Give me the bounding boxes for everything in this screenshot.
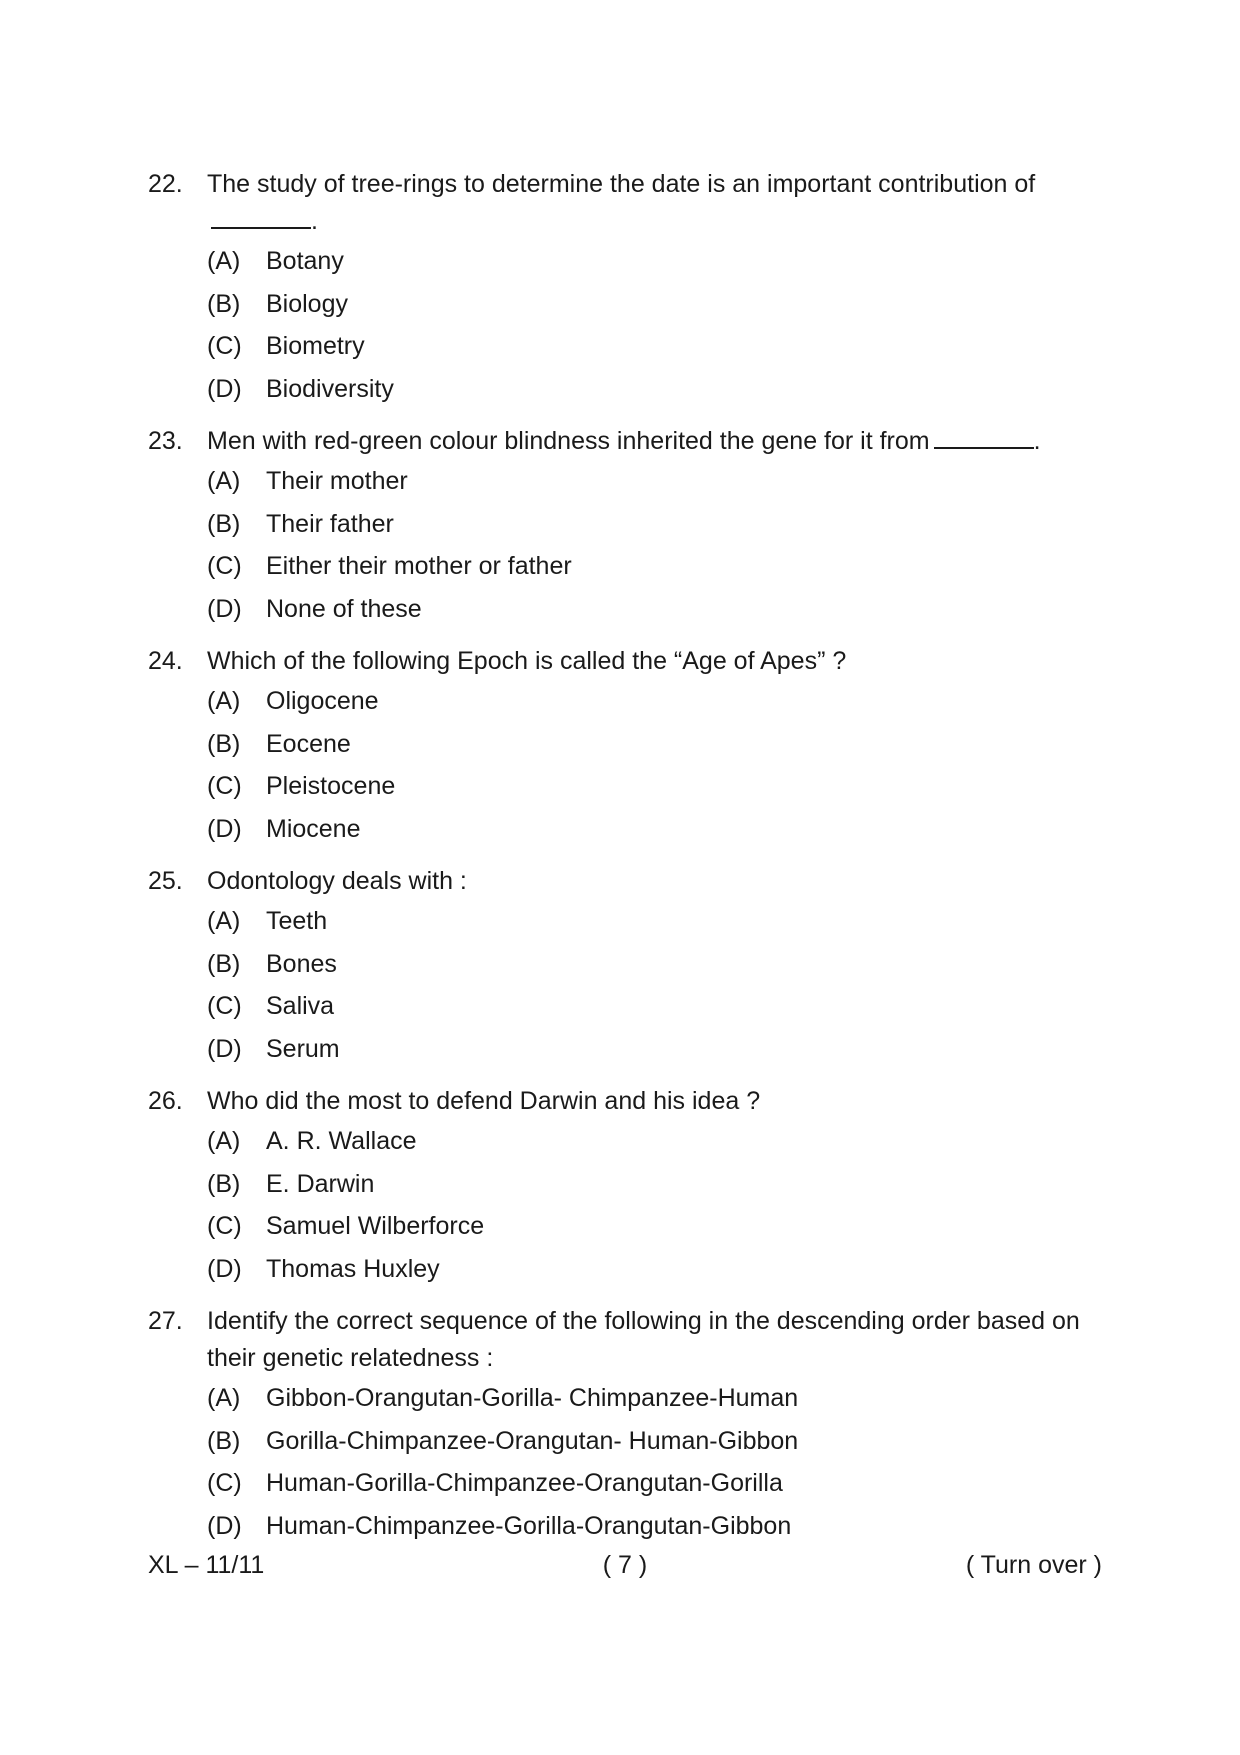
question-text: Which of the following Epoch is called the “Age of Apes” ? xyxy=(207,647,847,675)
question-text: Identify the correct sequence of the following in the descending order based on their genetic relatedness : xyxy=(207,1307,1080,1372)
turn-over-note: ( Turn over ) xyxy=(965,1551,1102,1579)
option-a: (A) Their mother xyxy=(207,467,408,495)
option-d: (D) Biodiversity xyxy=(207,374,394,403)
option-b: (B) Eocene xyxy=(207,729,351,758)
option-b: (B) Their father xyxy=(207,509,394,538)
option-b: (B) Biology xyxy=(207,289,348,318)
option-d: (D) None of these xyxy=(207,594,422,623)
question-text: Men with red-green colour blindness inherited the gene for it from . xyxy=(207,427,1041,455)
option-list xyxy=(148,1120,1102,1290)
option-d: (D) Thomas Huxley xyxy=(207,1254,440,1283)
option-list xyxy=(148,460,1102,630)
option-c: (C) Samuel Wilberforce xyxy=(207,1212,485,1240)
option-list xyxy=(148,900,1102,1070)
option-a: (A) Teeth xyxy=(207,907,328,935)
answer-blank xyxy=(934,427,1034,449)
question-text: The study of tree-rings to determine the date is an important contribution of. xyxy=(207,170,1036,235)
page-number: ( 7 ) xyxy=(602,1551,648,1579)
option-c: (C) Human-Gorilla-Chimpanzee-Orangutan-Gorilla xyxy=(207,1469,783,1497)
question-26 xyxy=(148,1083,1102,1290)
question-22 xyxy=(148,166,1102,410)
answer-blank xyxy=(211,207,311,229)
question-text: Odontology deals with : xyxy=(207,867,467,895)
question-25 xyxy=(148,863,1102,1070)
option-a: (A) Botany xyxy=(207,247,344,275)
option-b: (B) E. Darwin xyxy=(207,1169,375,1198)
question-number: 27. xyxy=(148,1307,183,1335)
option-b: (B) Bones xyxy=(207,949,337,978)
question-23 xyxy=(148,423,1102,630)
page-footer xyxy=(148,1545,1102,1585)
option-list xyxy=(148,680,1102,850)
paper-code: XL – 11/11 xyxy=(148,1551,265,1579)
question-number: 25. xyxy=(148,867,183,895)
question-24 xyxy=(148,643,1102,850)
question-text: Who did the most to defend Darwin and his idea ? xyxy=(207,1087,761,1115)
option-b: (B) Gorilla-Chimpanzee-Orangutan- Human-Gibbon xyxy=(207,1426,799,1455)
option-a: (A) Gibbon-Orangutan-Gorilla- Chimpanzee-Human xyxy=(207,1384,799,1412)
question-27 xyxy=(148,1303,1102,1547)
option-d: (D) Human-Chimpanzee-Gorilla-Orangutan-Gibbon xyxy=(207,1511,792,1540)
option-a: (A) Oligocene xyxy=(207,687,379,715)
question-list xyxy=(148,166,1102,1560)
question-number: 26. xyxy=(148,1087,183,1115)
option-list xyxy=(148,1377,1102,1547)
question-number: 22. xyxy=(148,170,183,198)
question-number: 23. xyxy=(148,427,183,455)
option-c: (C) Saliva xyxy=(207,992,335,1020)
option-list xyxy=(148,240,1102,410)
option-c: (C) Either their mother or father xyxy=(207,552,572,580)
option-d: (D) Serum xyxy=(207,1034,340,1063)
option-a: (A) A. R. Wallace xyxy=(207,1127,417,1155)
question-number: 24. xyxy=(148,647,183,675)
option-d: (D) Miocene xyxy=(207,814,361,843)
option-c: (C) Biometry xyxy=(207,332,365,360)
option-c: (C) Pleistocene xyxy=(207,772,396,800)
